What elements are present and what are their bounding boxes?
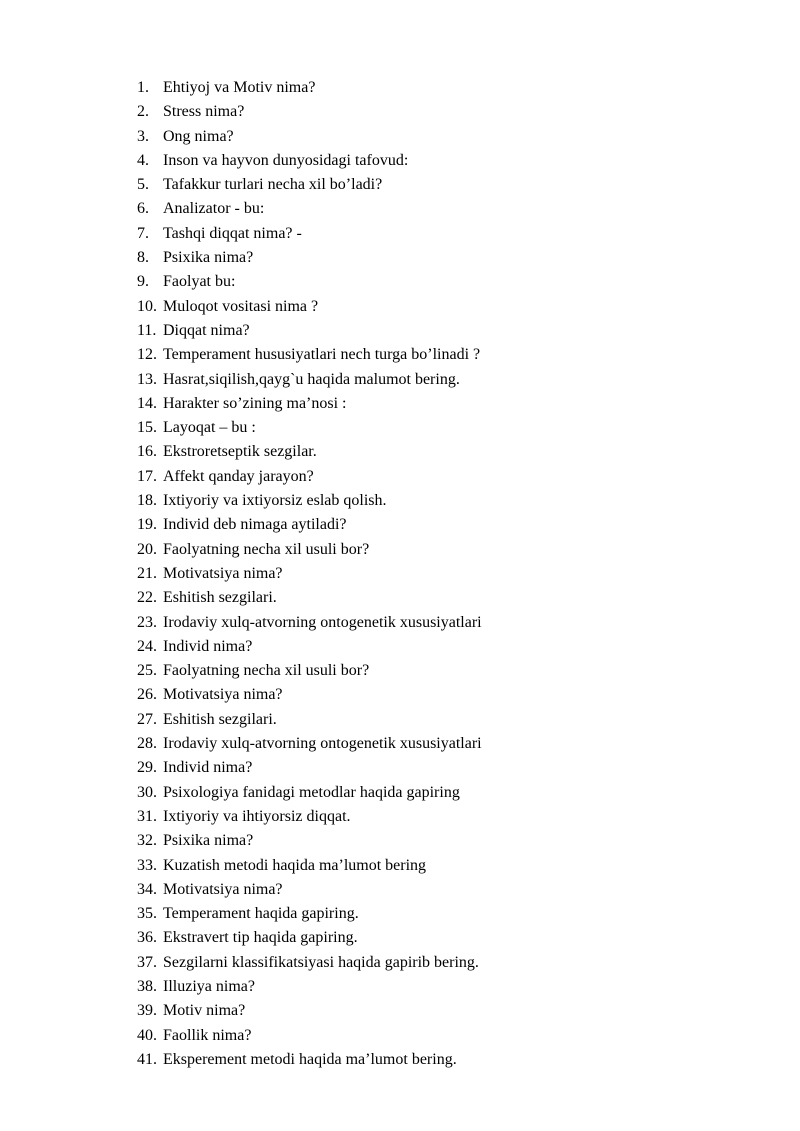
question-item <box>137 902 482 926</box>
question-item <box>137 659 482 683</box>
question-item <box>137 343 482 367</box>
question-item <box>137 1024 482 1048</box>
question-number: 28. <box>137 735 157 753</box>
question-item <box>137 100 482 124</box>
question-number: 7. <box>137 224 149 242</box>
question-item <box>137 125 482 149</box>
question-item <box>137 465 482 489</box>
question-text: Sezgilarni klassifikatsiyasi haqida gapirib bering. <box>163 953 479 971</box>
question-item <box>137 197 482 221</box>
question-text: Analizator - bu: <box>163 200 265 218</box>
question-item <box>137 926 482 950</box>
question-number: 32. <box>137 832 157 850</box>
question-text: Faolyatning necha xil usuli bor? <box>163 540 370 558</box>
question-item <box>137 999 482 1023</box>
question-text: Temperament hususiyatlari nech turga bo’linadi ? <box>163 346 481 364</box>
question-text: Illuziya nima? <box>163 977 255 995</box>
question-text: Eksperement metodi haqida ma’lumot bering. <box>163 1050 457 1068</box>
question-number: 11. <box>137 321 157 339</box>
question-number: 12. <box>137 346 157 364</box>
question-number: 9. <box>137 273 149 291</box>
question-text: Ekstroretseptik sezgilar. <box>163 443 317 461</box>
question-item <box>137 270 482 294</box>
question-number: 14. <box>137 394 157 412</box>
question-number: 40. <box>137 1026 157 1044</box>
question-text: Harakter so’zining ma’nosi : <box>163 394 347 412</box>
question-number: 8. <box>137 249 149 267</box>
question-text: Irodaviy xulq-atvorning ontogenetik xususiyatlari <box>163 613 482 631</box>
question-item <box>137 805 482 829</box>
question-number: 36. <box>137 929 157 947</box>
question-number: 5. <box>137 176 149 194</box>
question-number: 10. <box>137 297 157 315</box>
question-text: Motivatsiya nima? <box>163 880 283 898</box>
question-item <box>137 416 482 440</box>
question-text: Psixologiya fanidagi metodlar haqida gapiring <box>163 783 460 801</box>
question-item <box>137 829 482 853</box>
question-item <box>137 392 482 416</box>
question-number: 3. <box>137 127 149 145</box>
question-text: Ekstravert tip haqida gapiring. <box>163 929 358 947</box>
question-item <box>137 975 482 999</box>
question-number: 13. <box>137 370 157 388</box>
question-text: Motivatsiya nima? <box>163 564 283 582</box>
question-item <box>137 854 482 878</box>
question-number: 4. <box>137 151 149 169</box>
question-number: 16. <box>137 443 157 461</box>
question-number: 29. <box>137 759 157 777</box>
question-text: Faolyatning necha xil usuli bor? <box>163 662 370 680</box>
question-text: Inson va hayvon dunyosidagi tafovud: <box>163 151 409 169</box>
question-number: 41. <box>137 1050 157 1068</box>
question-number: 27. <box>137 710 157 728</box>
question-number: 22. <box>137 589 157 607</box>
question-text: Eshitish sezgilari. <box>163 710 277 728</box>
question-number: 1. <box>137 79 149 96</box>
question-text: Individ deb nimaga aytiladi? <box>163 516 347 534</box>
question-text: Faollik nima? <box>163 1026 252 1044</box>
question-number: 38. <box>137 977 157 995</box>
question-number: 37. <box>137 953 157 971</box>
question-number: 39. <box>137 1002 157 1020</box>
question-number: 21. <box>137 564 157 582</box>
question-text: Hasrat,siqilish,qayg`u haqida malumot bering. <box>163 370 460 388</box>
question-item <box>137 635 482 659</box>
question-text: Affekt qanday jarayon? <box>163 467 314 485</box>
question-text: Ixtiyoriy va ihtiyorsiz diqqat. <box>163 807 351 825</box>
question-item <box>137 246 482 270</box>
question-item <box>137 538 482 562</box>
question-number: 19. <box>137 516 157 534</box>
question-item <box>137 319 482 343</box>
question-item <box>137 683 482 707</box>
question-number: 35. <box>137 905 157 923</box>
question-number: 34. <box>137 880 157 898</box>
question-item <box>137 1048 482 1072</box>
question-number: 26. <box>137 686 157 704</box>
question-item <box>137 708 482 732</box>
question-item <box>137 878 482 902</box>
question-number: 24. <box>137 637 157 655</box>
question-number: 33. <box>137 856 157 874</box>
question-item <box>137 149 482 173</box>
question-text: Psixika nima? <box>163 249 254 267</box>
question-text: Motivatsiya nima? <box>163 686 283 704</box>
question-item <box>137 222 482 246</box>
question-item <box>137 756 482 780</box>
question-text: Motiv nima? <box>163 1002 246 1020</box>
question-number: 18. <box>137 492 157 510</box>
question-number: 15. <box>137 419 157 437</box>
question-text: Individ nima? <box>163 759 253 777</box>
question-item <box>137 76 482 100</box>
question-item <box>137 732 482 756</box>
question-text: Kuzatish metodi haqida ma’lumot bering <box>163 856 427 874</box>
question-item <box>137 951 482 975</box>
question-text: Eshitish sezgilari. <box>163 589 277 607</box>
question-text: Psixika nima? <box>163 832 254 850</box>
question-text: Ixtiyoriy va ixtiyorsiz eslab qolish. <box>163 492 387 510</box>
question-item <box>137 781 482 805</box>
question-number: 25. <box>137 662 157 680</box>
question-item <box>137 586 482 610</box>
question-text: Faolyat bu: <box>163 273 236 291</box>
question-number: 2. <box>137 103 149 121</box>
question-text: Tashqi diqqat nima? - <box>163 224 302 242</box>
question-text: Ehtiyoj va Motiv nima? <box>163 79 316 96</box>
question-item <box>137 513 482 537</box>
question-number: 30. <box>137 783 157 801</box>
question-text: Temperament haqida gapiring. <box>163 905 359 923</box>
question-text: Irodaviy xulq-atvorning ontogenetik xususiyatlari <box>163 735 482 753</box>
question-item <box>137 295 482 319</box>
question-text: Layoqat – bu : <box>163 419 256 437</box>
question-number: 17. <box>137 467 157 485</box>
question-text: Diqqat nima? <box>163 321 250 339</box>
question-item <box>137 611 482 635</box>
question-list <box>137 76 482 1072</box>
question-number: 31. <box>137 807 157 825</box>
question-item <box>137 368 482 392</box>
question-item <box>137 173 482 197</box>
question-text: Ong nima? <box>163 127 234 145</box>
question-text: Tafakkur turlari necha xil bo’ladi? <box>163 176 383 194</box>
question-text: Stress nima? <box>163 103 245 121</box>
question-number: 20. <box>137 540 157 558</box>
question-item <box>137 489 482 513</box>
question-item <box>137 440 482 464</box>
question-text: Muloqot vositasi nima ? <box>163 297 319 315</box>
question-item <box>137 562 482 586</box>
question-text: Individ nima? <box>163 637 253 655</box>
question-number: 6. <box>137 200 149 218</box>
question-number: 23. <box>137 613 157 631</box>
